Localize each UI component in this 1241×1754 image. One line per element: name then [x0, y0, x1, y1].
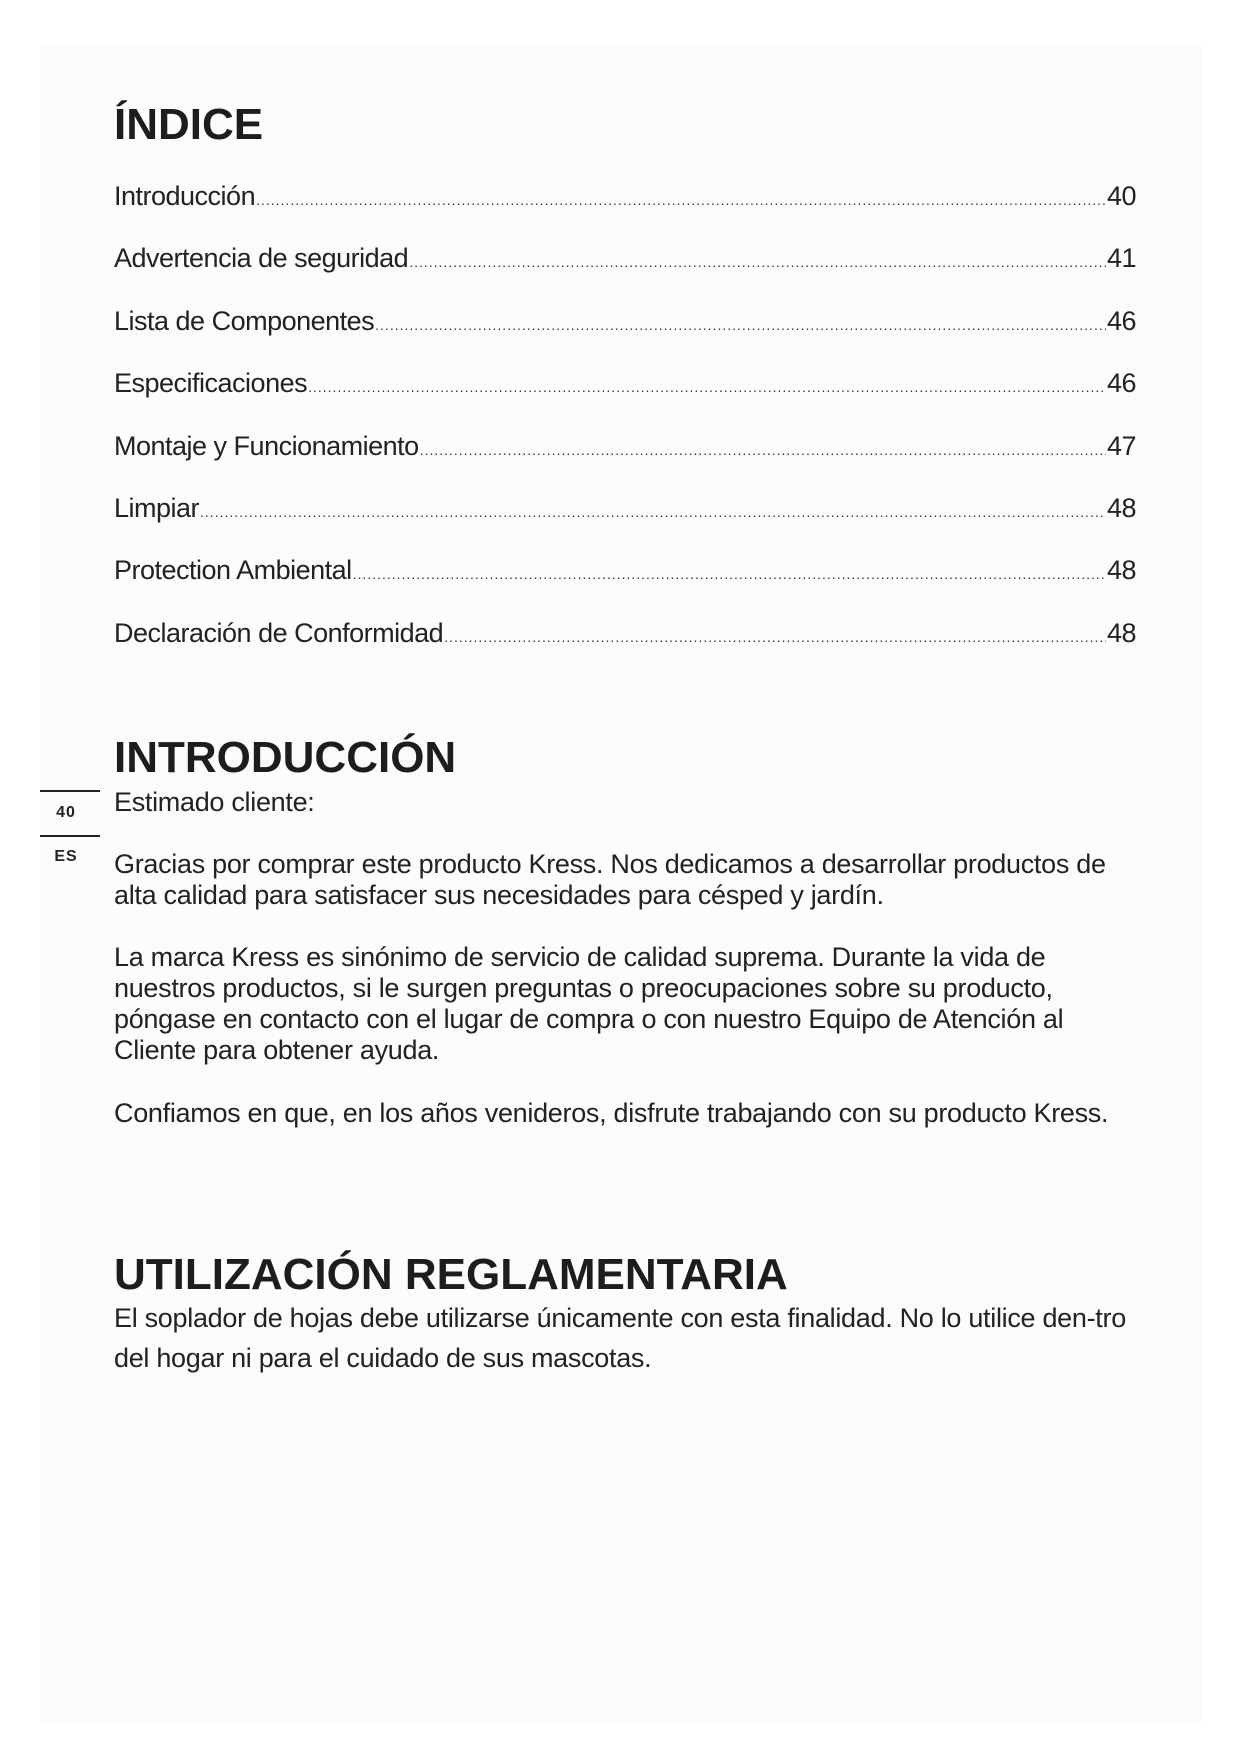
page-number: 40	[56, 804, 76, 821]
toc-entry[interactable]	[114, 555, 1136, 617]
toc-entry[interactable]	[114, 181, 1136, 243]
toc-label: Limpiar	[114, 492, 200, 523]
toc-leader	[308, 379, 1106, 395]
toc-leader	[353, 566, 1106, 582]
toc-leader	[256, 192, 1106, 208]
intro-paragraph: Gracias por comprar este producto Kress. Nos dedicamos a desarrollar productos de alta calidad para satisfacer sus necesidades para césped y jardín.	[114, 849, 1106, 910]
toc-label: Protection Ambiental	[114, 555, 352, 586]
toc-leader	[420, 442, 1106, 458]
toc-label: Declaración de Conformidad	[114, 617, 444, 648]
toc-label: Especificaciones	[114, 368, 308, 399]
table-of-contents	[114, 181, 1136, 680]
sidebar-divider	[40, 835, 100, 837]
greeting: Estimado cliente:	[114, 787, 315, 817]
toc-page: 41	[1106, 243, 1136, 274]
toc-entry[interactable]	[114, 431, 1136, 493]
toc-page: 40	[1106, 181, 1136, 211]
toc-leader	[200, 504, 1106, 520]
toc-leader	[375, 317, 1106, 333]
sidebar-divider	[40, 790, 100, 792]
toc-label: Advertencia de seguridad	[114, 243, 409, 274]
toc-label: Introducción	[114, 181, 256, 211]
utilizacion-title: UTILIZACIÓN REGLAMENTARIA	[114, 1250, 788, 1299]
toc-entry[interactable]	[114, 618, 1136, 680]
toc-entry[interactable]	[114, 243, 1136, 305]
toc-page: 48	[1106, 492, 1136, 523]
language-code: ES	[54, 848, 78, 865]
intro-paragraph: La marca Kress es sinónimo de servicio de calidad suprema. Durante la vida de nuestros productos, si le surgen preguntas o preocupaciones sobre su producto, póngase en contacto con el lugar de compra o con nuestro Equipo de Atención al Cliente para obtener ayuda.	[114, 942, 1064, 1065]
toc-label: Montaje y Funcionamiento	[114, 430, 419, 461]
indice-title: ÍNDICE	[114, 100, 264, 149]
intro-paragraph: Confiamos en que, en los años venideros, disfrute trabajando con su producto Kress.	[114, 1098, 1109, 1128]
toc-leader	[409, 254, 1106, 270]
toc-leader	[444, 629, 1106, 645]
introduccion-title: INTRODUCCIÓN	[114, 733, 457, 782]
toc-page: 48	[1106, 617, 1136, 648]
toc-label: Lista de Componentes	[114, 305, 375, 336]
usage-paragraph: El soplador de hojas debe utilizarse únicamente con esta finalidad. No lo utilice den-tro del hogar ni para el cuidado de sus mascotas.	[114, 1303, 1126, 1373]
toc-entry[interactable]	[114, 493, 1136, 555]
toc-entry[interactable]	[114, 306, 1136, 368]
toc-entry[interactable]	[114, 368, 1136, 430]
toc-page: 47	[1106, 430, 1136, 461]
toc-page: 46	[1106, 305, 1136, 336]
toc-page: 46	[1106, 368, 1136, 399]
toc-page: 48	[1106, 555, 1136, 586]
